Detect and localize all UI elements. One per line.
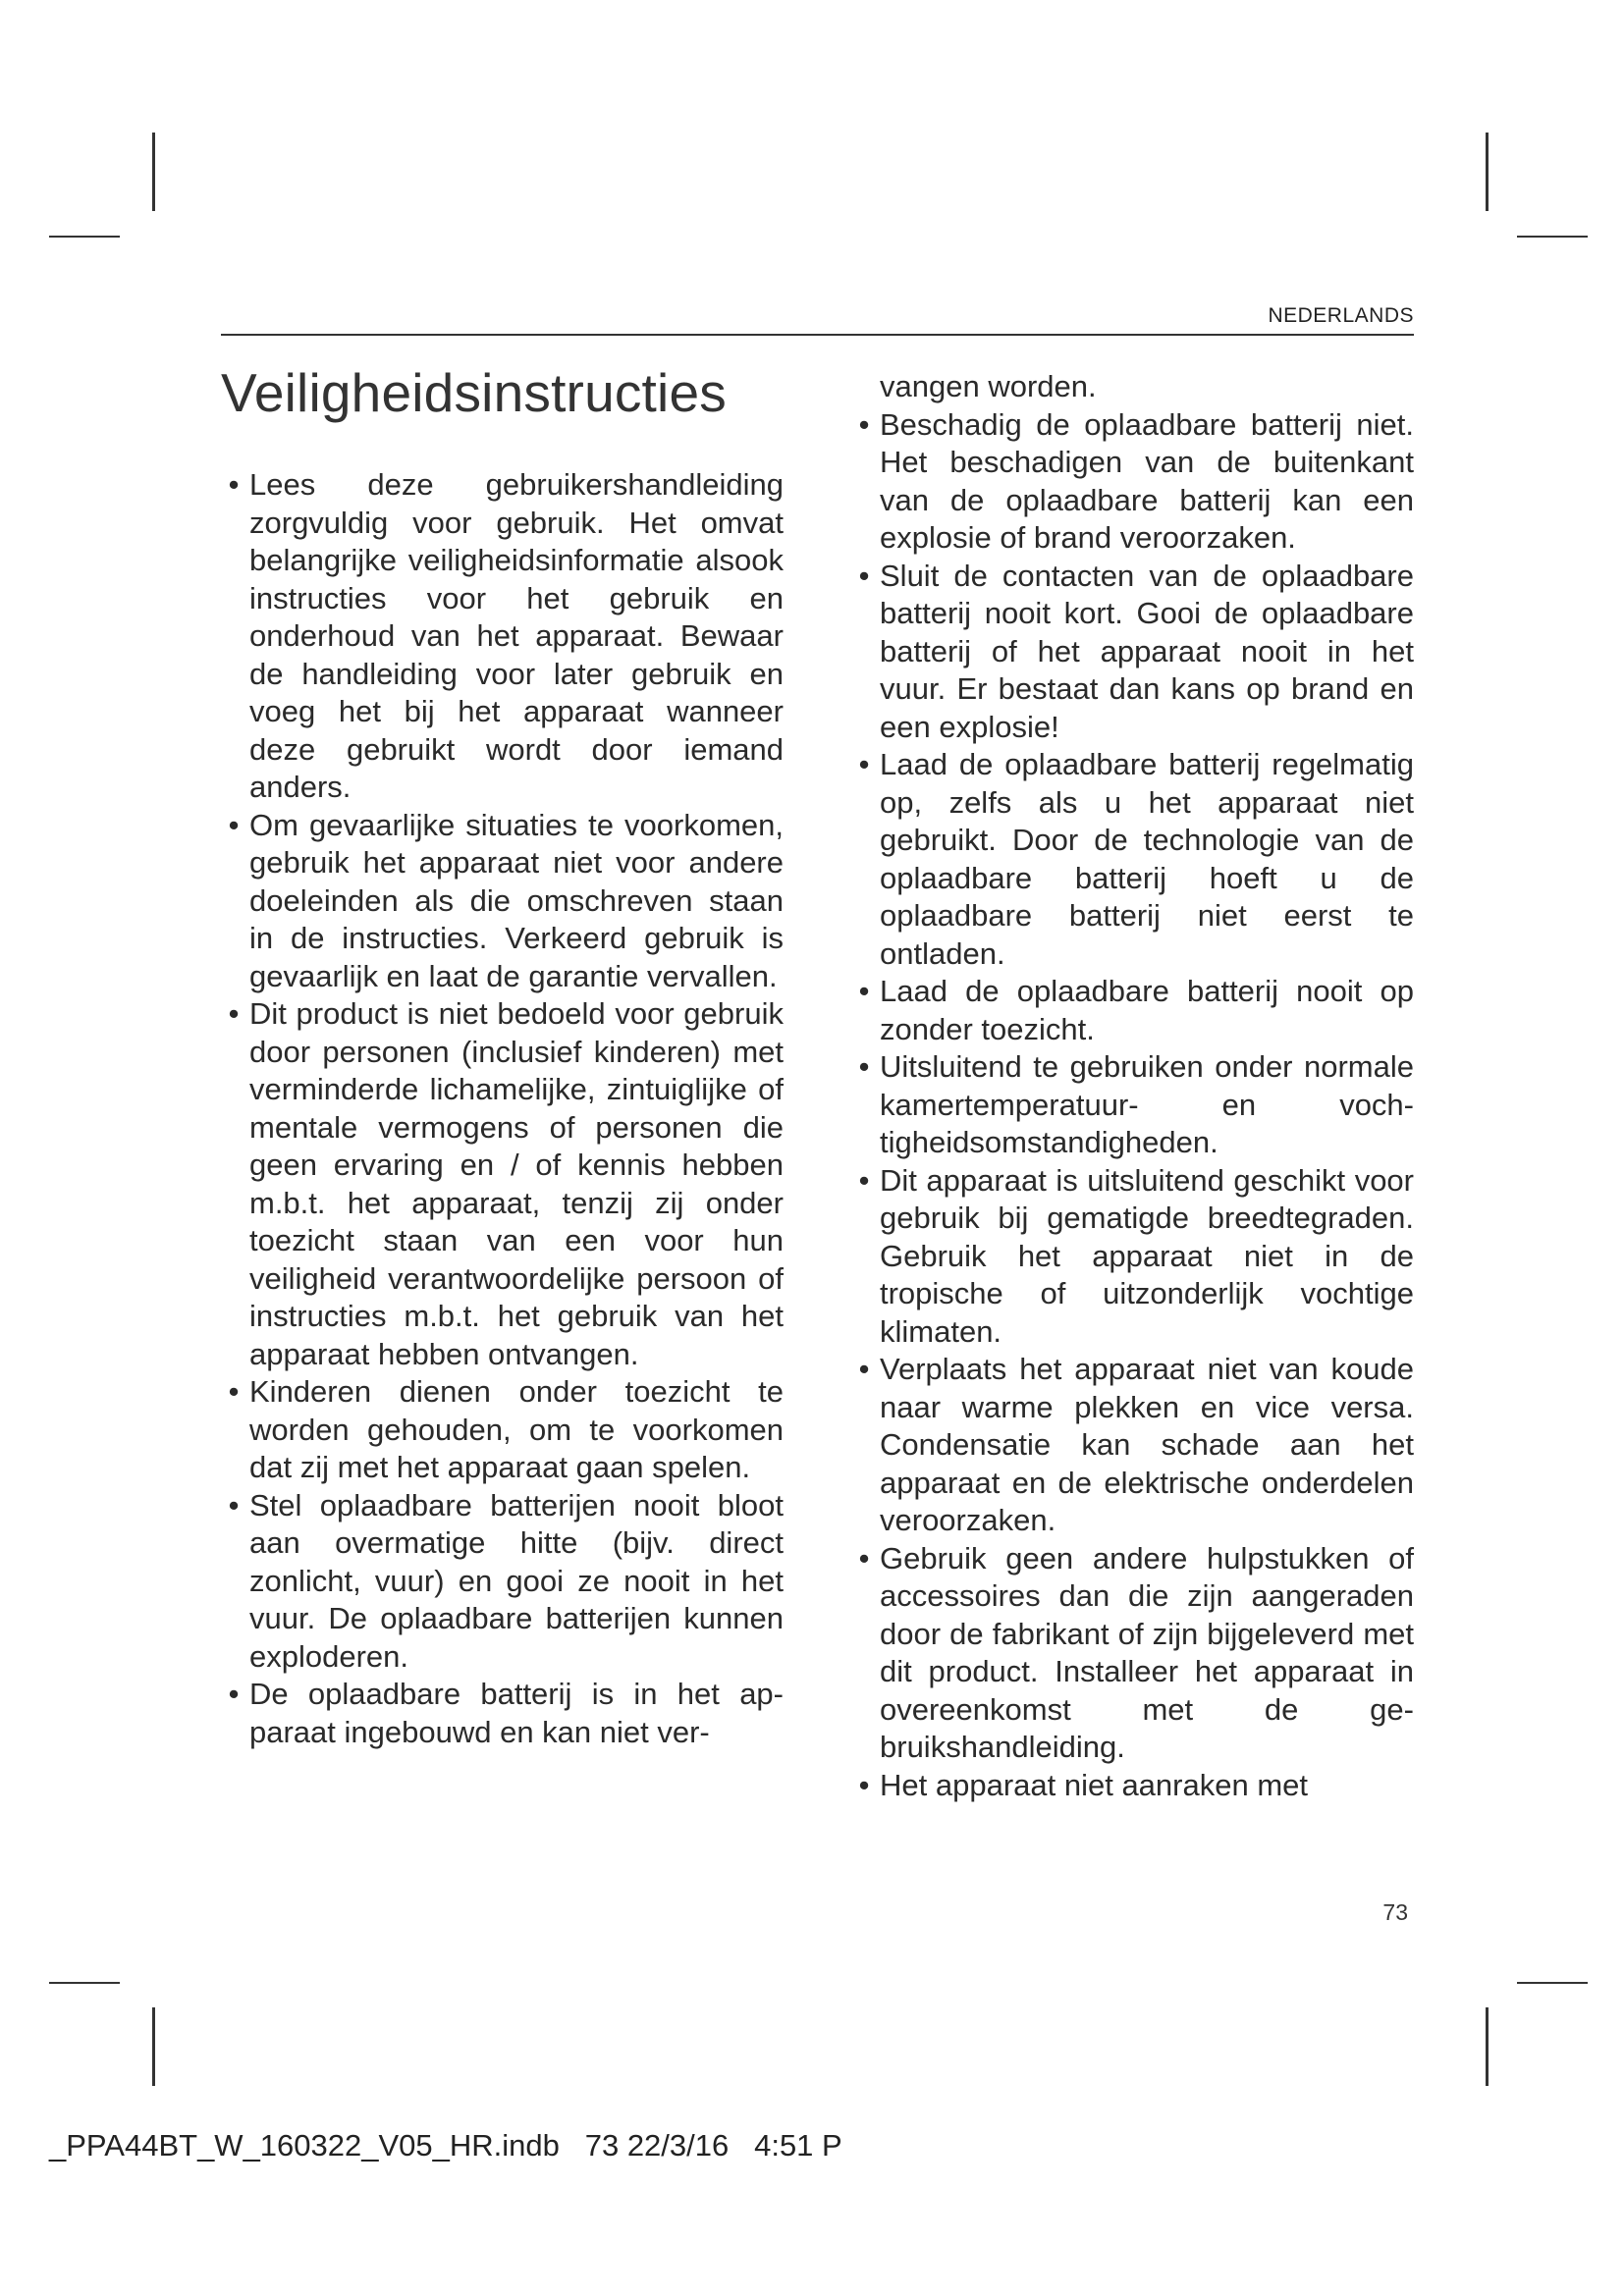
section-title: Veiligheidsinstructies (221, 362, 727, 423)
bullet-icon: • (228, 1677, 240, 1711)
crop-mark-bottom-right-horizontal (1517, 1982, 1588, 1984)
crop-mark-top-left-vertical (152, 133, 155, 211)
bullet-icon: • (858, 1352, 870, 1386)
bullet-icon: • (858, 974, 870, 1008)
list-item-text: Sluit de contacten van de oplaadbare batterij nooit kort. Gooi de oplaadbare batterij of het apparaat nooit in het vuur. Er bestaat dan kans op brand en een explosie! (880, 558, 1414, 744)
right-column (854, 368, 1414, 1804)
left-column (224, 466, 784, 1751)
crop-mark-bottom-left-vertical (152, 2007, 155, 2086)
list-item-text: Beschadig de oplaadbare batterij niet. Het beschadigen van de buitenkant van de oplaadbare batterij kan een explosie of brand veroorzaken. (880, 406, 1414, 555)
list-item-text: Verplaats het apparaat niet van koude naar warme plekken en vice versa. Condensatie kan schade aan het apparaat en de elektrische onderdelen veroorzaken. (880, 1352, 1414, 1537)
crop-mark-top-left-horizontal (49, 236, 120, 238)
continued-text: vangen worden. (880, 369, 1097, 403)
list-item (854, 1351, 1414, 1540)
bullet-icon: • (858, 747, 870, 781)
crop-mark-bottom-left-horizontal (49, 1982, 120, 1984)
list-item (224, 466, 784, 807)
page-number: 73 (1382, 1899, 1408, 1925)
list-item (854, 1767, 1414, 1805)
list-item (854, 746, 1414, 973)
print-slug: _PPA44BT_W_160322_V05_HR.indb 73 22/3/16 4:51 P (49, 2128, 842, 2163)
list-item (224, 995, 784, 1373)
bullet-icon: • (858, 1162, 870, 1198)
list-item-text: Uitsluitend te gebruiken onder normale kamertemperatuur- en vochtigheidsomstandigheden. (880, 1049, 1414, 1159)
crop-mark-bottom-right-vertical (1486, 2007, 1489, 2086)
language-label: NEDERLANDS (1268, 304, 1414, 327)
bullet-icon: • (228, 807, 240, 842)
list-item (854, 1162, 1414, 1352)
list-item (224, 807, 784, 996)
list-item-text: Laad de oplaadbare batterij nooit op zonder toezicht. (880, 974, 1414, 1046)
list-item-text: Kinderen dienen onder toezicht te worden gehouden, om te voorkomen dat zij met het apparaat gaan spelen. (249, 1374, 784, 1484)
crop-mark-top-right-vertical (1486, 133, 1489, 211)
list-item (224, 1373, 784, 1487)
bullet-icon: • (228, 467, 240, 502)
list-item (854, 558, 1414, 747)
bullet-icon: • (858, 1767, 870, 1802)
list-item-text: Om gevaarlijke situaties te voorkomen, gebruik het apparaat niet voor andere doeleinden als die omschreven staan in de instructies. Verkeerd gebruik is gevaarlijk en laat de garantie vervallen. (249, 807, 784, 993)
list-item (854, 1540, 1414, 1767)
list-item-text: Dit apparaat is uitsluitend geschikt voor gebruik bij gematigde breedtegraden. Gebruik het apparaat niet in de tropische of uitzonderlijk vochtige klimaten. (880, 1162, 1414, 1349)
list-item-text: Lees deze gebruikershandleiding zorgvuldig voor gebruik. Het omvat belangrijke veiligheidsinformatie alsook instructies voor het gebruik en onderhoud van het apparaat. Bewaar de handleiding voor later gebruik en voeg het bij het apparaat wanneer deze gebruikt wordt door iemand anders. (249, 467, 784, 804)
crop-mark-top-right-horizontal (1517, 236, 1588, 238)
header-rule (221, 334, 1414, 336)
list-item (854, 973, 1414, 1048)
bullet-icon: • (858, 558, 870, 593)
bullet-icon: • (228, 1374, 240, 1409)
list-item-text: Het apparaat niet aanraken met (880, 1767, 1308, 1802)
list-item-text: De oplaadbare batterij is in het apparaat ingebouwd en kan niet ver- (249, 1677, 784, 1749)
bullet-icon: • (228, 1487, 240, 1522)
list-item (854, 406, 1414, 558)
bullet-icon: • (858, 406, 870, 442)
bullet-icon: • (858, 1049, 870, 1084)
list-item-text: Stel oplaadbare batterijen nooit bloot aan overmatige hitte (bijv. direct zonlicht, vuur) en gooi ze nooit in het vuur. De oplaadbare batterijen kunnen exploderen. (249, 1487, 784, 1674)
list-item-text: Gebruik geen andere hulpstukken of accessoires dan die zijn aangeraden door de fabrikant of zijn bijgeleverd met dit product. Installeer het apparaat in overeenkomst met de gebruikshandleiding. (880, 1540, 1414, 1764)
bullet-icon: • (228, 996, 240, 1031)
list-item-text: Laad de oplaadbare batterij regelmatig op, zelfs als u het apparaat niet gebruikt. Door de technologie van de oplaadbare batterij hoeft u de oplaadbare batterij niet eerst te ontladen. (880, 747, 1414, 971)
list-item-text: Dit product is niet bedoeld voor gebruik door personen (inclusief kinderen) met verminderde lichamelijke, zintuiglijke of mentale vermogens of personen die geen ervaring en / of kennis hebben m.b.t. het apparaat, tenzij zij onder toezicht staan van een voor hun veiligheid verantwoordelijke persoon of instructies m.b.t. het gebruik van het apparaat hebben ontvangen. (249, 996, 784, 1371)
list-item (224, 1676, 784, 1751)
list-item (224, 1487, 784, 1677)
list-item (854, 1048, 1414, 1162)
bullet-icon: • (858, 1540, 870, 1575)
